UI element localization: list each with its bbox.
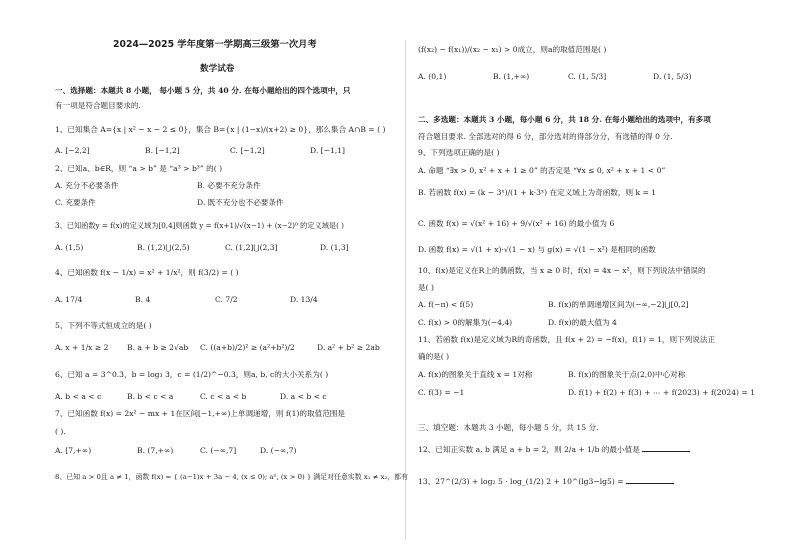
question-13-answer-blank[interactable]: [626, 475, 674, 484]
question-8-option-c: C. (1, 5/3]: [568, 72, 607, 81]
exam-title: 2024—2025 学年度第一学期高三级第一次月考: [113, 39, 317, 50]
question-11-option-a: A. f(x)的图象关于直线 x = 1对称: [418, 370, 533, 379]
question-9-stem: 9、下列选项正确的是( ): [418, 148, 500, 157]
section2-instructions: 二、多选题：本题共 3 小题，每小题 6 分，共 18 分. 在每小题给出的选项中，有多项: [418, 115, 711, 124]
question-7-stem: 7、已知函数 f(x) = 2x² − mx + 1在区间[−1,+∞)上单调递增，则 f(1)的取值范围是: [55, 409, 345, 418]
right-column: [418, 0, 778, 550]
question-11-option-d: D. f(1) + f(2) + f(3) + ⋯ + f(2023) + f(2024) = 1: [568, 388, 756, 397]
section3-instructions: 三、填空题：本题共 3 小题，每小题 5 分，共 15 分.: [418, 423, 599, 432]
question-8-option-b: B. (1,+∞): [493, 72, 530, 81]
question-7-option-a: A. [7,+∞): [55, 446, 92, 455]
question-7-option-c: C. (−∞,7]: [200, 446, 237, 455]
exam-subtitle: 数学试卷: [200, 64, 235, 74]
section1-instructions-cont: 有一项是符合题目要求的.: [55, 101, 141, 110]
question-1-option-d: D. [−1,1]: [310, 146, 346, 155]
question-2-option-b: B. 必要不充分条件: [197, 181, 261, 190]
question-13-stem: 13、27^(2/3) + log₂ 5 · log_(1/2) 2 + 10^(lg3−lg5) =: [418, 477, 624, 486]
question-11-option-b: B. f(x)的图象关于点(2,0)中心对称: [568, 370, 686, 379]
question-6-stem: 6、已知 a = 3^0.3，b = log₃ 3，c = (1/2)^−0.3，则a, b, c的大小关系为( ): [55, 370, 329, 379]
question-12-answer-blank[interactable]: [642, 443, 690, 452]
question-2-option-d: D. 既不充分也不必要条件: [197, 198, 284, 207]
question-8-option-d: D. (1, 5/3): [653, 72, 692, 81]
section1-instructions: 一、选择题：本题共 8 小题， 每小题 5 分，共 40 分. 在每小题给出的四个选项中，只: [55, 86, 351, 95]
question-11-stem: 11、若函数 f(x)是定义域为R的奇函数，且 f(x + 2) = −f(x)，f(1) = 1，则下列说法正: [418, 335, 716, 344]
question-10-option-a: A. f(−π) < f(5): [418, 300, 474, 309]
question-3-option-b: B. (1,2)⋃(2,5): [137, 243, 190, 252]
question-6-option-b: B. b < c < a: [127, 392, 174, 401]
question-10-stem-cont: 是( ): [418, 283, 434, 292]
question-4-stem: 4、已知函数 f(x − 1/x) = x² + 1/x²，则 f(3/2) = ( ): [55, 268, 239, 277]
question-10-option-c: C. f(x) > 0的解集为(−4,4): [418, 318, 513, 327]
question-4-option-b: B. 4: [135, 295, 151, 304]
question-1-option-b: B. [−1,2]: [145, 146, 180, 155]
question-3-stem: 3、已知函数y = f(x)的定义域为[0,4]则函数 y = f(x+1)/√(x−1) + (x−2)⁰ 的定义域是( ): [55, 221, 344, 230]
question-12: [418, 443, 690, 455]
question-4-option-a: A. 17/4: [55, 295, 83, 304]
column-divider: [405, 40, 406, 540]
question-2-option-a: A. 充分不必要条件: [55, 181, 119, 190]
question-1-option-a: A. [−2,2]: [55, 146, 90, 155]
question-13: [418, 475, 674, 487]
question-9-option-c: C. 函数 f(x) = √(x² + 16) + 9/√(x² + 16) 的最小值为 6: [418, 219, 615, 228]
question-10-option-d: D. f(x)的最大值为 4: [548, 318, 617, 327]
question-4-option-c: C. 7/2: [215, 295, 238, 304]
question-11-stem-cont: 确的是( ): [418, 352, 450, 361]
question-3-option-c: C. (1,2]⋃(2,3]: [225, 243, 278, 252]
question-3-option-a: A. (1,5): [55, 243, 84, 252]
question-10-stem: 10、f(x)是定义在R上的偶函数，当 x ≥ 0 时，f(x) = 4x − x²，则下列说法中错误的: [418, 266, 706, 275]
question-7-option-b: B. (7,+∞): [137, 446, 174, 455]
question-5-stem: 5、下列不等式恒成立的是( ): [55, 321, 152, 330]
question-4-option-d: D. 13/4: [290, 295, 318, 304]
question-10-option-b: B. f(x)的单调递增区间为(−∞,−2]⋃[0,2]: [548, 300, 689, 309]
question-7-option-d: D. (−∞,7): [260, 446, 297, 455]
question-8-stem-cont: (f(x₂) − f(x₁))/(x₂ − x₁) > 0成立，则a的取值范围是( ): [418, 45, 607, 54]
question-1-stem: 1、已知集合 A={x | x² − x − 2 ≤ 0}，集合 B={x | (1−x)/(x+2) ≥ 0}，那么集合 A∩B = ( ): [55, 125, 386, 134]
left-column: [55, 0, 408, 550]
question-6-option-a: A. b < a < c: [55, 392, 102, 401]
question-9-option-d: D. 函数 f(x) = √(1 + x)·√(1 − x) 与 g(x) = √(1 − x²) 是相同的函数: [418, 245, 656, 254]
question-7-stem-cont: ( ).: [55, 427, 66, 436]
question-8-option-a: A. (0,1): [418, 72, 447, 81]
question-6-option-c: C. c < a < b: [200, 392, 247, 401]
question-5-option-d: D. a² + b² ≥ 2ab: [317, 343, 380, 352]
question-8-stem: 8、已知 a > 0且 a ≠ 1，函数 f(x) = { (a−1)x + 3a − 4, (x ≤ 0); aˣ, (x > 0) } 满足对任意实数 x₁ ≠ x₂，都有: [55, 473, 408, 481]
question-11-option-c: C. f(3) = −1: [418, 388, 465, 397]
question-12-stem: 12、已知正实数 a, b 满足 a + b = 2，则 2/a + 1/b 的最小值是: [418, 445, 640, 454]
question-9-option-a: A. 命题 “∃x > 0, x² + x + 1 ≥ 0” 的否定是 “∀x ≤ 0, x² + x + 1 < 0”: [418, 166, 666, 175]
question-2-stem: 2、已知a、b∈R，则 “a > b” 是 “a³ > b³” 的( ): [55, 164, 223, 173]
question-9-option-b: B. 若函数 f(x) = (k − 3ˣ)/(1 + k·3ˣ) 在定义域上为奇函数，则 k = 1: [418, 188, 657, 197]
question-5-option-a: A. x + 1/x ≥ 2: [55, 343, 109, 352]
question-2-option-c: C. 充要条件: [55, 198, 96, 207]
question-5-option-b: B. a + b ≥ 2√ab: [127, 343, 189, 352]
question-5-option-c: C. ((a+b)/2)² ≥ (a²+b²)/2: [200, 343, 295, 352]
question-1-option-c: C. [−1,2]: [230, 146, 265, 155]
section2-instructions-cont: 符合题目要求. 全部选对的得 6 分，部分选对的得部分分，有选错的得 0 分.: [418, 132, 673, 141]
question-3-option-d: D. (1,3]: [320, 243, 349, 252]
question-6-option-d: D. a < b < c: [280, 392, 327, 401]
